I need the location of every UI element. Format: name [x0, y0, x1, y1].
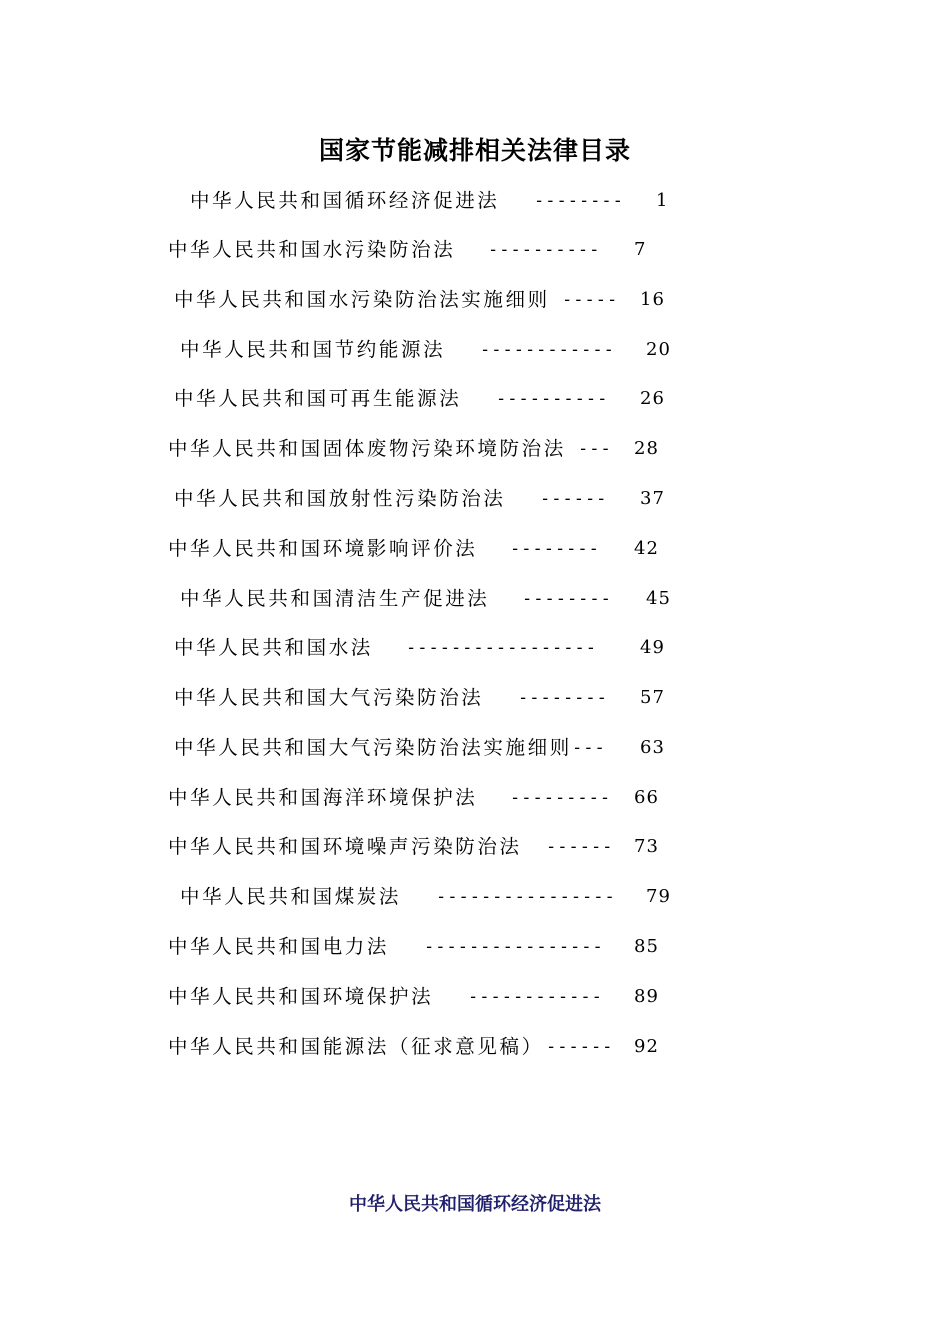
toc-entry-title: 中华人民共和国煤炭法: [180, 885, 402, 908]
toc-entry-page: 37: [640, 488, 665, 509]
toc-entry-title: 中华人民共和国水法: [174, 636, 373, 659]
toc-entry-leader: -----: [562, 290, 619, 310]
toc-entry-page: 85: [634, 936, 659, 957]
toc-entry-leader: ----------: [488, 240, 601, 260]
toc-entry-title: 中华人民共和国可再生能源法: [174, 387, 462, 410]
toc-entry-title: 中华人民共和国海洋环境保护法: [168, 786, 478, 809]
toc-entry-leader: ----------: [496, 389, 609, 409]
toc-entry-page: 89: [634, 986, 659, 1007]
toc-entry-title: 中华人民共和国水污染防治法实施细则: [174, 288, 550, 311]
toc-entry-page: 63: [640, 737, 665, 758]
toc-entry-leader: ------------: [480, 340, 615, 360]
toc-entry-title: 中华人民共和国固体废物污染环境防治法: [168, 437, 566, 460]
toc-entry-title: 中华人民共和国环境保护法: [168, 985, 434, 1008]
toc-entry-page: 28: [634, 438, 659, 459]
toc-entry-page: 49: [640, 637, 665, 658]
toc-entry-leader: ----------------: [424, 937, 604, 957]
toc-entry-leader: --------: [534, 191, 624, 211]
toc-entry-title: 中华人民共和国水污染防治法: [168, 238, 456, 261]
toc-entry-leader: --------: [518, 688, 608, 708]
toc-entry-leader: ---: [578, 439, 612, 459]
toc-entry-title: 中华人民共和国环境噪声污染防治法: [168, 835, 522, 858]
toc-entry-title: 中华人民共和国清洁生产促进法: [180, 587, 490, 610]
toc-entry-page: 26: [640, 388, 665, 409]
toc-entry-leader: ------: [540, 489, 608, 509]
toc-entry-title: 中华人民共和国节约能源法: [180, 338, 446, 361]
toc-entry-page: 73: [634, 836, 659, 857]
toc-entry-page: 79: [646, 886, 671, 907]
chapter-heading: 中华人民共和国循环经济促进法: [349, 1194, 601, 1215]
toc-entry-title: 中华人民共和国大气污染防治法: [174, 686, 484, 709]
toc-entry-page: 45: [646, 588, 671, 609]
toc-entry-title: 中华人民共和国放射性污染防治法: [174, 487, 506, 510]
toc-entry-title: 中华人民共和国电力法: [168, 935, 390, 958]
toc-entry-leader: ------: [546, 837, 614, 857]
toc-entry-leader: ---: [572, 738, 606, 758]
toc-entry-title: 中华人民共和国环境影响评价法: [168, 537, 478, 560]
toc-entry-title: 中华人民共和国循环经济促进法: [190, 189, 500, 212]
toc-entry-page: 42: [634, 538, 659, 559]
toc-entry-leader: ------------: [468, 987, 603, 1007]
toc-entry-page: 66: [634, 787, 659, 808]
toc-entry-page: 7: [634, 239, 647, 260]
toc-entry-leader: -----------------: [406, 638, 597, 658]
toc-entry-title: 中华人民共和国能源法（征求意见稿）: [168, 1035, 544, 1058]
toc-entry-page: 92: [634, 1036, 659, 1057]
toc-title: 国家节能减排相关法律目录: [318, 136, 631, 165]
toc-entry-page: 20: [646, 339, 671, 360]
toc-entry-page: 57: [640, 687, 665, 708]
toc-entry-leader: ---------: [510, 788, 612, 808]
toc-entry-title: 中华人民共和国大气污染防治法实施细则: [174, 736, 572, 759]
toc-entry-leader: ----------------: [436, 887, 616, 907]
toc-entry-page: 16: [640, 289, 665, 310]
toc-entry-page: 1: [656, 190, 669, 211]
toc-entry-leader: --------: [522, 589, 612, 609]
toc-entry-leader: ------: [546, 1037, 614, 1057]
toc-entry-leader: --------: [510, 539, 600, 559]
